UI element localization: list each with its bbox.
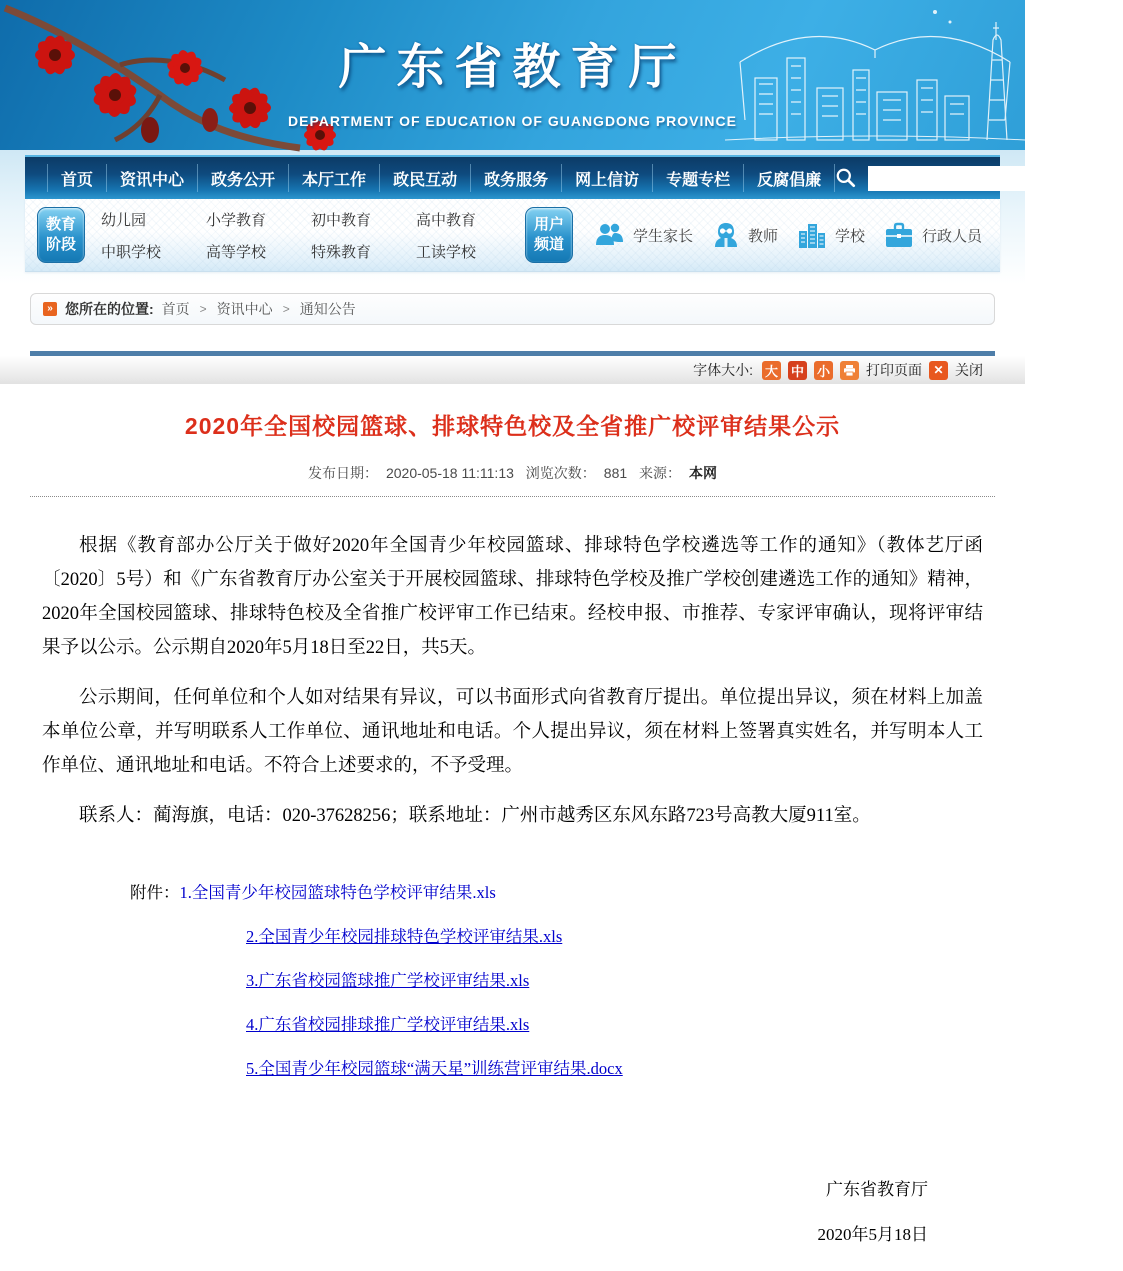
stage-link-workstudy[interactable]: 工读学校 xyxy=(416,243,477,261)
signature-block xyxy=(42,1175,983,1271)
attachment-line xyxy=(246,1011,983,1035)
signature-org: 广东省教育厅 xyxy=(826,1180,928,1199)
user-link-admin[interactable] xyxy=(874,221,991,249)
print-page-button[interactable]: 打印页面 xyxy=(866,362,922,378)
nav-section xyxy=(0,150,1118,284)
nav-item-anticorruption[interactable]: 反腐倡廉 xyxy=(744,164,835,192)
paragraph: 公示期间，任何单位和个人如对结果有异议，可以书面形式向省教育厅提出。单位提出异议，须在材料上加盖本单位公章，并写明联系人工作单位、通讯地址和电话。个人提出异议，须在材料上签署真实姓名，并写明本人工作单位、通讯地址和电话。不符合上述要求的，不予受理。 xyxy=(42,688,983,776)
user-link-parents[interactable] xyxy=(585,221,702,249)
paragraph-contact: 联系人：蔺海旗，电话：020-37628256；联系地址：广州市越秀区东风东路723号高教大厦911室。 xyxy=(79,806,871,826)
dotted-divider xyxy=(30,496,995,497)
stage-link-secondary-vocational[interactable]: 中职学校 xyxy=(101,243,162,261)
attachment-link-5[interactable]: 5.全国青少年校园篮球“满天星”训练营评审结果.docx xyxy=(246,1059,623,1078)
attachment-link-4[interactable]: 4.广东省校园排球推广学校评审结果.xls xyxy=(246,1015,530,1034)
site-banner xyxy=(0,0,1025,150)
font-large-button[interactable]: 大 xyxy=(762,361,781,380)
user-link-teachers[interactable] xyxy=(702,221,787,249)
site-search xyxy=(835,166,1123,191)
user-link-schools-label: 学校 xyxy=(835,227,866,245)
nav-item-petition[interactable]: 网上信访 xyxy=(562,164,653,192)
education-stage-label-1: 教育 xyxy=(45,216,76,233)
font-small-button[interactable]: 小 xyxy=(814,361,833,380)
breadcrumb-separator: > xyxy=(199,302,207,316)
magnifier-icon[interactable] xyxy=(835,167,857,189)
search-button[interactable]: 站内搜索 xyxy=(1057,170,1118,188)
stage-link-higher[interactable]: 高等学校 xyxy=(206,243,267,261)
publish-date-value: 2020-05-18 11:11:13 xyxy=(385,465,514,481)
user-channel-label-1: 用户 xyxy=(533,216,564,233)
attachments-label: 附件： xyxy=(130,883,180,902)
stage-link-primary[interactable]: 小学教育 xyxy=(206,211,267,229)
views-label: 浏览次数： xyxy=(525,465,596,481)
city-skyline-image xyxy=(725,0,1025,150)
nav-item-gov-open[interactable]: 政务公开 xyxy=(198,164,289,192)
user-link-teachers-label: 教师 xyxy=(748,227,779,245)
attachment-link-2[interactable]: 2.全国青少年校园排球特色学校评审结果.xls xyxy=(246,927,563,946)
user-channel-label-2: 频道 xyxy=(533,236,564,253)
channel-bar xyxy=(25,199,1000,272)
attachment-line xyxy=(246,967,983,991)
stage-link-kindergarten[interactable]: 幼儿园 xyxy=(101,211,147,229)
attachments xyxy=(130,879,983,1079)
attachment-link-3[interactable]: 3.广东省校园篮球推广学校评审结果.xls xyxy=(246,971,530,990)
education-stage-label-2: 阶段 xyxy=(45,236,76,253)
breadcrumb xyxy=(30,293,995,325)
article-title: 2020年全国校园篮球、排球特色校及全省推广校评审结果公示 xyxy=(184,413,841,439)
nav-item-services[interactable]: 政务服务 xyxy=(471,164,562,192)
attachment-line xyxy=(130,879,983,903)
breadcrumb-notices[interactable]: 通知公告 xyxy=(299,301,356,317)
article xyxy=(0,408,1025,1271)
views-value: 881 xyxy=(603,465,628,481)
breadcrumb-separator: > xyxy=(282,302,290,316)
nav-item-dept-work[interactable]: 本厅工作 xyxy=(289,164,380,192)
breadcrumb-home[interactable]: 首页 xyxy=(161,301,190,317)
font-size-label: 字体大小: xyxy=(693,362,753,378)
stage-link-senior[interactable]: 高中教育 xyxy=(416,211,477,229)
stage-link-special[interactable]: 特殊教育 xyxy=(311,243,372,261)
attachment-line xyxy=(246,1055,983,1079)
site-subtitle: DEPARTMENT OF EDUCATION OF GUANGDONG PROVINCE xyxy=(288,113,737,129)
article-body xyxy=(42,529,983,833)
school-icon xyxy=(796,221,828,249)
location-icon: » xyxy=(43,302,57,316)
attachment-line xyxy=(246,923,983,947)
attachment-link-1[interactable]: 1.全国青少年校园篮球特色学校评审结果.xls xyxy=(179,883,496,902)
close-button[interactable]: 关闭 xyxy=(955,362,983,378)
user-channel-links xyxy=(585,221,991,249)
site-title: 广东省教育厅 xyxy=(338,41,687,94)
briefcase-icon xyxy=(883,221,915,249)
parents-icon xyxy=(594,221,626,249)
close-icon[interactable]: ✕ xyxy=(929,361,948,380)
nav-item-home[interactable]: 首页 xyxy=(47,164,107,192)
source-label: 来源： xyxy=(639,465,682,481)
publish-date-label: 发布日期： xyxy=(307,465,378,481)
user-link-admin-label: 行政人员 xyxy=(922,227,983,245)
nav-item-topics[interactable]: 专题专栏 xyxy=(653,164,744,192)
source-value: 本网 xyxy=(689,465,718,481)
article-meta xyxy=(42,463,983,483)
font-medium-button[interactable]: 中 xyxy=(788,361,807,380)
user-link-schools[interactable] xyxy=(787,221,874,249)
stage-link-junior[interactable]: 初中教育 xyxy=(311,211,372,229)
education-stage-button[interactable] xyxy=(37,207,85,263)
nav-item-interaction[interactable]: 政民互动 xyxy=(380,164,471,192)
nav-item-news[interactable]: 资讯中心 xyxy=(107,164,198,192)
page-toolbar xyxy=(0,356,1025,384)
printer-icon[interactable] xyxy=(840,361,859,380)
user-link-parents-label: 学生家长 xyxy=(633,227,694,245)
breadcrumb-news[interactable]: 资讯中心 xyxy=(216,301,273,317)
paragraph: 根据《教育部办公厅关于做好2020年全国青少年校园篮球、排球特色学校遴选等工作的通知》（教体艺厅函〔2020〕5号）和《广东省教育厅办公室关于开展校园篮球、排球特色学校及推广学校创建遴选工作的通知》精神，2020年全国校园篮球、排球特色校及全省推广校评审工作已结束。经校申报、市推荐、专家评审确认，现将评审结果予以公示。公示期自2020年5月18日至22日，共5天。 xyxy=(42,536,983,658)
user-channel-button[interactable] xyxy=(525,207,573,263)
education-stage-links xyxy=(101,209,521,262)
breadcrumb-prefix: 您所在的位置: xyxy=(65,301,154,317)
teacher-icon xyxy=(711,221,741,249)
search-input[interactable] xyxy=(868,166,1046,191)
main-navigation xyxy=(25,155,1118,199)
signature-date: 2020年5月18日 xyxy=(817,1225,928,1244)
